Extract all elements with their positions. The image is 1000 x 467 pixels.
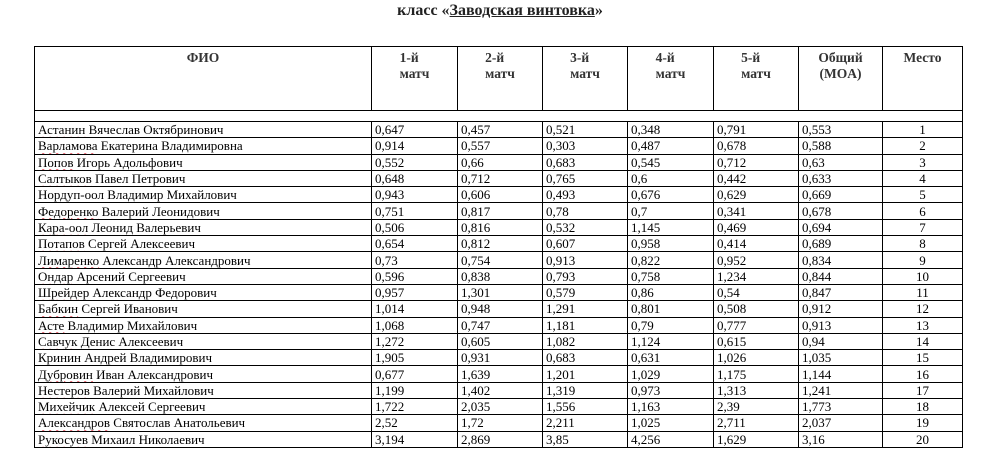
given-names: Арсений Сергеевич	[73, 268, 186, 284]
cell-fio	[35, 170, 372, 186]
cell-fio	[35, 350, 372, 366]
cell-m2: 0,457	[458, 122, 543, 138]
cell-m2: 1,402	[458, 382, 543, 398]
table-row	[35, 154, 963, 170]
cell-place: 11	[883, 284, 963, 300]
surname: Варламова	[38, 138, 98, 154]
given-names: Алексей Сергеевич	[95, 399, 206, 415]
cell-m4: 0,631	[628, 350, 714, 366]
cell-m3: 1,556	[543, 399, 628, 415]
surname: Александров	[38, 415, 111, 431]
surname: Потапов	[38, 236, 85, 252]
surname: Бабкин	[38, 301, 79, 317]
cell-m2: 0,948	[458, 301, 543, 317]
cell-place: 8	[883, 236, 963, 252]
cell-total: 0,678	[799, 203, 883, 219]
cell-m2: 0,605	[458, 333, 543, 349]
given-names: Вячеслав Октябринович	[85, 122, 224, 138]
cell-place: 16	[883, 366, 963, 382]
cell-m2: 1,639	[458, 366, 543, 382]
cell-m3: 0,521	[543, 122, 628, 138]
cell-m3: 1,181	[543, 317, 628, 333]
cell-place: 17	[883, 382, 963, 398]
cell-total: 0,669	[799, 187, 883, 203]
cell-m1: 1,905	[372, 350, 458, 366]
table-row	[35, 268, 963, 284]
table-row	[35, 431, 963, 447]
cell-fio	[35, 268, 372, 284]
surname: Кара-оол	[38, 219, 89, 235]
cell-m2: 0,754	[458, 252, 543, 268]
cell-m1: 0,506	[372, 219, 458, 235]
cell-fio	[35, 284, 372, 300]
cell-fio	[35, 219, 372, 235]
cell-m1: 2,52	[372, 415, 458, 431]
cell-fio	[35, 122, 372, 138]
cell-m1: 1,722	[372, 399, 458, 415]
cell-place: 1	[883, 122, 963, 138]
cell-m2: 1,72	[458, 415, 543, 431]
cell-total: 0,844	[799, 268, 883, 284]
cell-m3: 0,683	[543, 154, 628, 170]
given-names: Сергей Иванович	[78, 301, 178, 317]
surname: Лимаренко	[38, 252, 100, 268]
cell-place: 18	[883, 399, 963, 415]
cell-m5: 0,469	[714, 219, 799, 235]
cell-place: 12	[883, 301, 963, 317]
surname: Рукосуев	[38, 431, 89, 447]
cell-m5: 0,678	[714, 138, 799, 154]
cell-total: 3,16	[799, 431, 883, 447]
cell-m3: 2,211	[543, 415, 628, 431]
cell-fio	[35, 236, 372, 252]
header-fio: ФИО	[35, 47, 372, 111]
cell-m4: 0,487	[628, 138, 714, 154]
cell-m2: 0,817	[458, 203, 543, 219]
cell-m4: 0,973	[628, 382, 714, 398]
given-names: Денис Алексеевич	[77, 334, 184, 349]
surname: Федоренко	[38, 203, 99, 219]
table-row	[35, 301, 963, 317]
given-names: Екатерина Владимировна	[97, 138, 243, 154]
cell-m3: 1,082	[543, 333, 628, 349]
cell-m2: 0,712	[458, 170, 543, 186]
cell-m4: 1,124	[628, 333, 714, 349]
cell-m1: 0,677	[372, 366, 458, 382]
cell-fio	[35, 301, 372, 317]
cell-total: 0,588	[799, 138, 883, 154]
class-name: Заводская винтовка	[449, 2, 595, 19]
table-row	[35, 366, 963, 382]
cell-place: 7	[883, 219, 963, 235]
header-match-5: 5-й матч	[714, 47, 799, 111]
cell-m5: 0,791	[714, 122, 799, 138]
table-row	[35, 415, 963, 431]
given-names: Владимир Михайлович	[103, 187, 237, 203]
given-names: Валерий Михайлович	[89, 382, 214, 398]
cell-total: 0,913	[799, 317, 883, 333]
cell-m5: 0,508	[714, 301, 799, 317]
cell-m3: 1,319	[543, 382, 628, 398]
cell-fio	[35, 431, 372, 447]
given-names: Александр Федорович	[89, 285, 217, 301]
cell-m5: 1,313	[714, 382, 799, 398]
cell-m1: 0,647	[372, 122, 458, 138]
cell-m3: 0,303	[543, 138, 628, 154]
spacer-row	[35, 111, 963, 122]
cell-fio	[35, 203, 372, 219]
cell-total: 0,834	[799, 252, 883, 268]
cell-m2: 0,66	[458, 154, 543, 170]
header-match-3: 3-й матч	[543, 47, 628, 111]
cell-m4: 0,545	[628, 154, 714, 170]
cell-m3: 0,579	[543, 284, 628, 300]
cell-m5: 1,234	[714, 268, 799, 284]
cell-m5: 0,952	[714, 252, 799, 268]
cell-m5: 0,54	[714, 284, 799, 300]
cell-m4: 1,145	[628, 219, 714, 235]
cell-place: 9	[883, 252, 963, 268]
table-row	[35, 170, 963, 186]
cell-m2: 0,812	[458, 236, 543, 252]
cell-total: 0,694	[799, 219, 883, 235]
header-place: Место	[883, 47, 963, 111]
table-row	[35, 187, 963, 203]
cell-m2: 0,816	[458, 219, 543, 235]
cell-m3: 0,493	[543, 187, 628, 203]
surname: Шрейдер	[38, 285, 90, 301]
cell-m3: 0,793	[543, 268, 628, 284]
table-row	[35, 284, 963, 300]
cell-m5: 0,442	[714, 170, 799, 186]
cell-m2: 0,931	[458, 350, 543, 366]
cell-total: 0,94	[799, 333, 883, 349]
cell-m4: 0,6	[628, 170, 714, 186]
given-names: Иван Александрович	[92, 366, 213, 382]
cell-total: 0,553	[799, 122, 883, 138]
cell-total: 1,144	[799, 366, 883, 382]
cell-total: 0,912	[799, 301, 883, 317]
cell-m3: 0,78	[543, 203, 628, 219]
table-row	[35, 203, 963, 219]
given-names: Александр Александрович	[99, 252, 251, 268]
cell-m1: 0,751	[372, 203, 458, 219]
cell-m3: 0,913	[543, 252, 628, 268]
cell-m1: 3,194	[372, 431, 458, 447]
cell-place: 6	[883, 203, 963, 219]
cell-total: 0,689	[799, 236, 883, 252]
cell-m2: 2,035	[458, 399, 543, 415]
cell-place: 13	[883, 317, 963, 333]
cell-m4: 0,822	[628, 252, 714, 268]
header-match-1: 1-й матч	[372, 47, 458, 111]
surname: Салтыков	[38, 171, 92, 187]
cell-total: 0,63	[799, 154, 883, 170]
cell-fio	[35, 138, 372, 154]
cell-m2: 0,747	[458, 317, 543, 333]
cell-m2: 0,838	[458, 268, 543, 284]
cell-m5: 0,414	[714, 236, 799, 252]
cell-m4: 1,025	[628, 415, 714, 431]
surname: Попов	[38, 154, 74, 170]
cell-m1: 0,914	[372, 138, 458, 154]
cell-m1: 1,014	[372, 301, 458, 317]
given-names: Святослав Анатольевич	[110, 415, 246, 431]
cell-total: 0,633	[799, 170, 883, 186]
cell-place: 20	[883, 431, 963, 447]
cell-m4: 0,348	[628, 122, 714, 138]
cell-m2: 0,557	[458, 138, 543, 154]
table-row	[35, 252, 963, 268]
cell-m2: 0,606	[458, 187, 543, 203]
surname: Ондар	[38, 268, 74, 284]
given-names: Михаил Николаевич	[88, 431, 205, 447]
table-row	[35, 317, 963, 333]
surname: Кринин	[38, 350, 81, 366]
cell-m1: 0,648	[372, 170, 458, 186]
cell-m4: 1,163	[628, 399, 714, 415]
cell-m1: 1,199	[372, 382, 458, 398]
cell-total: 2,037	[799, 415, 883, 431]
cell-m3: 0,532	[543, 219, 628, 235]
cell-place: 14	[883, 333, 963, 349]
cell-m4: 0,7	[628, 203, 714, 219]
cell-m3: 0,607	[543, 236, 628, 252]
table-row	[35, 122, 963, 138]
cell-place: 5	[883, 187, 963, 203]
header-row	[35, 47, 963, 111]
cell-total: 1,241	[799, 382, 883, 398]
cell-place: 10	[883, 268, 963, 284]
cell-m5: 2,711	[714, 415, 799, 431]
header-match-2: 2-й матч	[458, 47, 543, 111]
surname: Нордуп-оол	[38, 187, 104, 203]
header-match-4: 4-й матч	[628, 47, 714, 111]
cell-m4: 0,676	[628, 187, 714, 203]
cell-fio	[35, 333, 372, 349]
cell-total: 0,847	[799, 284, 883, 300]
cell-place: 15	[883, 350, 963, 366]
given-names: Владимир Михайлович	[64, 317, 198, 333]
cell-total: 1,035	[799, 350, 883, 366]
cell-fio	[35, 154, 372, 170]
given-names: Игорь Адольфович	[73, 154, 183, 170]
cell-fio	[35, 366, 372, 382]
cell-m3: 1,201	[543, 366, 628, 382]
cell-m1: 1,272	[372, 333, 458, 349]
cell-m3: 0,683	[543, 350, 628, 366]
page-title: класс «Заводская винтовка»	[397, 2, 603, 19]
cell-place: 19	[883, 415, 963, 431]
cell-m5: 0,712	[714, 154, 799, 170]
surname: Астанин	[38, 122, 86, 138]
cell-m4: 0,86	[628, 284, 714, 300]
cell-m1: 0,552	[372, 154, 458, 170]
cell-m4: 0,79	[628, 317, 714, 333]
surname: Савчук	[38, 334, 78, 349]
cell-m4: 0,758	[628, 268, 714, 284]
surname: Нестеров	[38, 382, 90, 398]
cell-m1: 0,73	[372, 252, 458, 268]
cell-m4: 1,029	[628, 366, 714, 382]
header-total-moa: Общий (MOA)	[799, 47, 883, 111]
cell-m1: 0,654	[372, 236, 458, 252]
cell-m5: 2,39	[714, 399, 799, 415]
cell-fio	[35, 252, 372, 268]
cell-m3: 1,291	[543, 301, 628, 317]
cell-m1: 1,068	[372, 317, 458, 333]
cell-fio	[35, 382, 372, 398]
cell-m2: 2,869	[458, 431, 543, 447]
table-row	[35, 333, 963, 349]
cell-m4: 4,256	[628, 431, 714, 447]
cell-fio	[35, 399, 372, 415]
cell-m1: 0,943	[372, 187, 458, 203]
cell-place: 4	[883, 170, 963, 186]
cell-m5: 1,175	[714, 366, 799, 382]
cell-fio	[35, 415, 372, 431]
cell-m5: 0,341	[714, 203, 799, 219]
cell-m4: 0,958	[628, 236, 714, 252]
cell-place: 3	[883, 154, 963, 170]
cell-m4: 0,801	[628, 301, 714, 317]
table-row	[35, 382, 963, 398]
cell-m3: 0,765	[543, 170, 628, 186]
cell-fio	[35, 187, 372, 203]
cell-place: 2	[883, 138, 963, 154]
given-names: Сергей Алексеевич	[84, 236, 195, 252]
given-names: Павел Петрович	[91, 171, 186, 187]
cell-m5: 1,629	[714, 431, 799, 447]
given-names: Валерий Леонидович	[98, 203, 220, 219]
cell-m5: 0,629	[714, 187, 799, 203]
cell-total: 1,773	[799, 399, 883, 415]
given-names: Андрей Владимирович	[81, 350, 213, 366]
cell-m1: 0,596	[372, 268, 458, 284]
cell-m5: 0,777	[714, 317, 799, 333]
cell-m2: 1,301	[458, 284, 543, 300]
table-row	[35, 219, 963, 235]
surname: Дубровин	[38, 366, 93, 382]
table-row	[35, 399, 963, 415]
given-names: Леонид Валерьевич	[88, 219, 201, 235]
surname: Асте	[38, 317, 65, 333]
results-table	[34, 46, 963, 448]
table-row	[35, 236, 963, 252]
cell-m5: 0,615	[714, 333, 799, 349]
table-row	[35, 138, 963, 154]
cell-m3: 3,85	[543, 431, 628, 447]
table-row	[35, 350, 963, 366]
cell-fio	[35, 317, 372, 333]
surname: Михейчик	[38, 399, 96, 415]
cell-m5: 1,026	[714, 350, 799, 366]
cell-m1: 0,957	[372, 284, 458, 300]
